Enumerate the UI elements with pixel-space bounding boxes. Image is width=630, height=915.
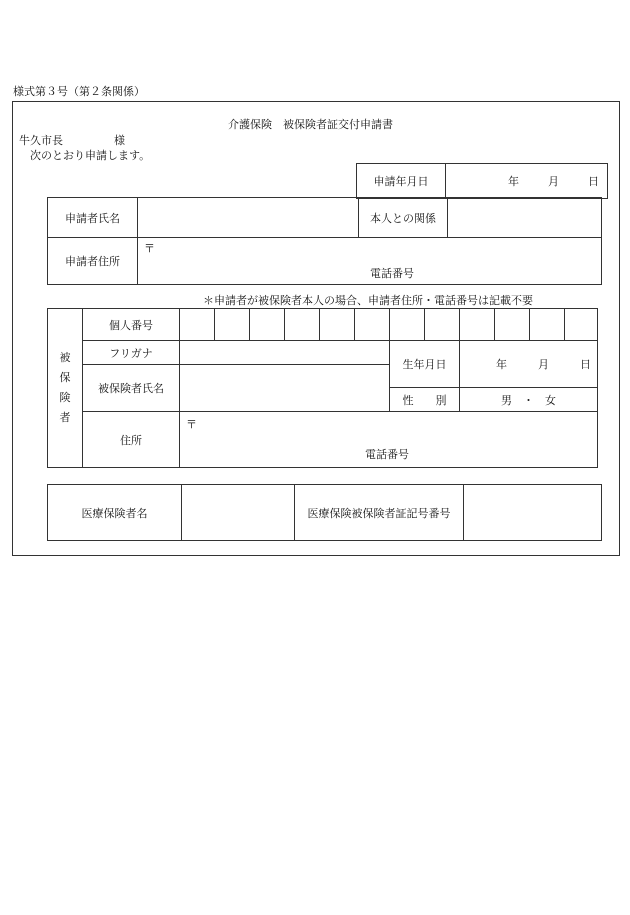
personal-number-digit-9[interactable] <box>460 309 495 341</box>
insured-side-label <box>48 309 83 468</box>
form-number: 様式第３号（第２条関係） <box>13 85 145 98</box>
personal-number-digit-4[interactable] <box>285 309 320 341</box>
medical-insurer-field[interactable] <box>182 485 295 541</box>
relation-field[interactable] <box>448 198 602 238</box>
insured-table <box>47 308 598 468</box>
side-char-1: 被 <box>59 351 71 364</box>
birth-day: 日 <box>580 358 591 371</box>
personal-number-digit-2[interactable] <box>215 309 250 341</box>
application-date-field[interactable] <box>446 164 608 199</box>
medical-card-number-label: 医療保険被保険者証記号番号 <box>295 485 464 541</box>
personal-number-digit-11[interactable] <box>530 309 565 341</box>
sex-label: 性 別 <box>390 388 460 412</box>
honorific: 様 <box>114 134 125 147</box>
medical-card-number-field[interactable] <box>464 485 602 541</box>
insured-address-field[interactable] <box>180 412 598 468</box>
personal-number-digit-6[interactable] <box>355 309 390 341</box>
birth-month: 月 <box>538 358 549 371</box>
personal-number-digit-3[interactable] <box>250 309 285 341</box>
insured-postal-mark: 〒 <box>186 418 197 431</box>
applicant-address-label: 申請者住所 <box>48 238 138 285</box>
applicant-table <box>47 197 602 285</box>
personal-number-digit-8[interactable] <box>425 309 460 341</box>
side-char-2: 保 <box>59 371 71 384</box>
side-char-4: 者 <box>59 411 71 424</box>
personal-number-digit-7[interactable] <box>390 309 425 341</box>
applicant-note: ＊申請者が被保険者本人の場合、申請者住所・電話番号は記載不要 <box>203 294 533 307</box>
personal-number-label: 個人番号 <box>83 309 180 341</box>
personal-number-digit-10[interactable] <box>495 309 530 341</box>
date-year: 年 <box>508 175 519 188</box>
personal-number-digit-5[interactable] <box>320 309 355 341</box>
furigana-field[interactable] <box>180 341 390 365</box>
date-day: 日 <box>588 175 599 188</box>
applicant-address-field[interactable] <box>138 238 602 285</box>
medical-insurer-label: 医療保険者名 <box>48 485 182 541</box>
applicant-phone-label: 電話番号 <box>370 267 414 280</box>
form-title: 介護保険 被保険者証交付申請書 <box>228 118 393 131</box>
postal-mark: 〒 <box>144 242 155 255</box>
furigana-label: フリガナ <box>83 341 180 365</box>
insured-name-field[interactable] <box>180 365 390 412</box>
applicant-name-field[interactable] <box>138 198 359 238</box>
side-char-3: 険 <box>59 391 71 404</box>
birth-date-label: 生年月日 <box>390 341 460 388</box>
application-date-table <box>356 163 608 199</box>
sex-options[interactable]: 男 ・ 女 <box>460 388 598 412</box>
date-month: 月 <box>548 175 559 188</box>
addressee: 牛久市長 <box>19 134 63 147</box>
birth-date-field[interactable] <box>460 341 598 388</box>
application-date-label: 申請年月日 <box>357 164 446 199</box>
insured-address-label: 住所 <box>83 412 180 468</box>
insured-name-label: 被保険者氏名 <box>83 365 180 412</box>
intro-text: 次のとおり申請します。 <box>30 149 151 162</box>
birth-year: 年 <box>496 358 507 371</box>
applicant-name-label: 申請者氏名 <box>48 198 138 238</box>
relation-label: 本人との関係 <box>359 198 448 238</box>
personal-number-digit-12[interactable] <box>565 309 598 341</box>
insured-phone-label: 電話番号 <box>365 448 409 461</box>
medical-insurance-table <box>47 484 602 541</box>
personal-number-digit-1[interactable] <box>180 309 215 341</box>
